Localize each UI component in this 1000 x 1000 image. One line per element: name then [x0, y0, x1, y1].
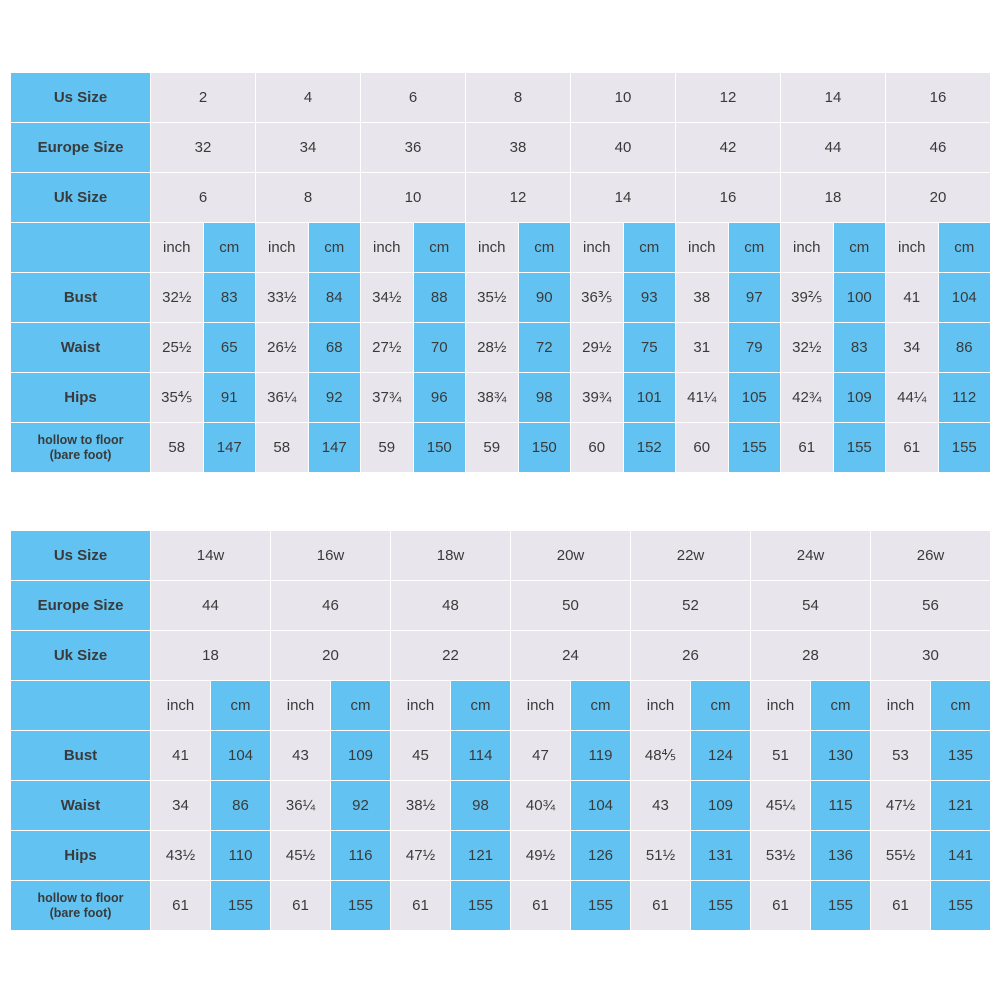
measure-inch: 35½ — [466, 273, 519, 323]
row-label: Europe Size — [11, 581, 151, 631]
size-value: 20w — [511, 531, 631, 581]
measure-inch: 53½ — [751, 831, 811, 881]
size-value: 22w — [631, 531, 751, 581]
table-row — [11, 781, 991, 831]
unit-cm: cm — [571, 681, 631, 731]
measure-cm: 84 — [308, 273, 361, 323]
measure-inch: 47½ — [391, 831, 451, 881]
table-row — [11, 631, 991, 681]
measure-inch: 38 — [676, 273, 729, 323]
measure-inch: 43½ — [151, 831, 211, 881]
measure-cm: 100 — [833, 273, 886, 323]
size-value: 16w — [271, 531, 391, 581]
size-value: 6 — [361, 73, 466, 123]
table-row — [11, 273, 991, 323]
measure-cm: 155 — [931, 881, 991, 931]
measure-inch: 42¾ — [781, 373, 834, 423]
measure-inch: 33½ — [256, 273, 309, 323]
measure-inch: 61 — [151, 881, 211, 931]
measure-inch: 45 — [391, 731, 451, 781]
size-table-plus — [10, 530, 990, 931]
unit-cm: cm — [811, 681, 871, 731]
size-value: 16 — [676, 173, 781, 223]
measure-cm: 92 — [308, 373, 361, 423]
measure-inch: 53 — [871, 731, 931, 781]
size-value: 46 — [886, 123, 991, 173]
unit-inch: inch — [391, 681, 451, 731]
measure-inch: 34 — [151, 781, 211, 831]
measure-inch: 59 — [466, 423, 519, 473]
measure-cm: 121 — [931, 781, 991, 831]
measure-inch: 41¼ — [676, 373, 729, 423]
measure-cm: 126 — [571, 831, 631, 881]
measure-cm: 155 — [451, 881, 511, 931]
row-label: Waist — [11, 323, 151, 373]
measure-inch: 61 — [751, 881, 811, 931]
table-row — [11, 73, 991, 123]
size-value: 24w — [751, 531, 871, 581]
row-label: Europe Size — [11, 123, 151, 173]
measure-cm: 68 — [308, 323, 361, 373]
size-table — [10, 530, 991, 931]
size-value: 22 — [391, 631, 511, 681]
measure-cm: 116 — [331, 831, 391, 881]
measure-cm: 75 — [623, 323, 676, 373]
size-value: 18 — [781, 173, 886, 223]
size-value: 12 — [466, 173, 571, 223]
measure-cm: 104 — [571, 781, 631, 831]
measure-cm: 90 — [518, 273, 571, 323]
table-row — [11, 123, 991, 173]
size-value: 34 — [256, 123, 361, 173]
size-value: 18 — [151, 631, 271, 681]
row-label: Hips — [11, 373, 151, 423]
row-label: Bust — [11, 273, 151, 323]
measure-inch: 59 — [361, 423, 414, 473]
unit-inch: inch — [466, 223, 519, 273]
unit-inch: inch — [571, 223, 624, 273]
measure-cm: 155 — [691, 881, 751, 931]
measure-inch: 45¼ — [751, 781, 811, 831]
measure-inch: 51½ — [631, 831, 691, 881]
size-value: 48 — [391, 581, 511, 631]
measure-cm: 155 — [331, 881, 391, 931]
measure-cm: 65 — [203, 323, 256, 373]
measure-inch: 58 — [256, 423, 309, 473]
measure-cm: 131 — [691, 831, 751, 881]
unit-inch: inch — [271, 681, 331, 731]
measure-cm: 97 — [728, 273, 781, 323]
size-value: 56 — [871, 581, 991, 631]
size-value: 50 — [511, 581, 631, 631]
row-label: hollow to floor (bare foot) — [11, 881, 151, 931]
measure-cm: 150 — [413, 423, 466, 473]
measure-cm: 101 — [623, 373, 676, 423]
unit-cm: cm — [211, 681, 271, 731]
measure-cm: 130 — [811, 731, 871, 781]
size-value: 32 — [151, 123, 256, 173]
size-value: 44 — [781, 123, 886, 173]
table-row — [11, 731, 991, 781]
size-table — [10, 72, 991, 473]
measure-inch: 34 — [886, 323, 939, 373]
corner-cell — [11, 223, 151, 273]
measure-inch: 41 — [886, 273, 939, 323]
measure-cm: 93 — [623, 273, 676, 323]
size-value: 26w — [871, 531, 991, 581]
unit-inch: inch — [361, 223, 414, 273]
table-row — [11, 831, 991, 881]
row-label: Hips — [11, 831, 151, 881]
measure-cm: 83 — [203, 273, 256, 323]
measure-inch: 36¼ — [271, 781, 331, 831]
unit-inch: inch — [151, 681, 211, 731]
measure-inch: 38¾ — [466, 373, 519, 423]
unit-inch: inch — [151, 223, 204, 273]
measure-cm: 109 — [833, 373, 886, 423]
row-label: Uk Size — [11, 173, 151, 223]
measure-inch: 60 — [571, 423, 624, 473]
measure-inch: 61 — [781, 423, 834, 473]
measure-inch: 43 — [271, 731, 331, 781]
measure-inch: 31 — [676, 323, 729, 373]
measure-cm: 155 — [211, 881, 271, 931]
measure-inch: 28½ — [466, 323, 519, 373]
unit-cm: cm — [691, 681, 751, 731]
measure-cm: 155 — [811, 881, 871, 931]
size-value: 4 — [256, 73, 361, 123]
size-value: 10 — [361, 173, 466, 223]
table-row — [11, 323, 991, 373]
size-value: 8 — [466, 73, 571, 123]
measure-cm: 86 — [938, 323, 991, 373]
table-row — [11, 423, 991, 473]
size-value: 20 — [271, 631, 391, 681]
measure-cm: 147 — [203, 423, 256, 473]
size-value: 38 — [466, 123, 571, 173]
size-value: 28 — [751, 631, 871, 681]
measure-cm: 155 — [833, 423, 886, 473]
measure-cm: 119 — [571, 731, 631, 781]
measure-inch: 39¾ — [571, 373, 624, 423]
measure-inch: 32½ — [781, 323, 834, 373]
unit-cm: cm — [331, 681, 391, 731]
measure-inch: 41 — [151, 731, 211, 781]
measure-cm: 91 — [203, 373, 256, 423]
size-value: 42 — [676, 123, 781, 173]
measure-inch: 60 — [676, 423, 729, 473]
table-row — [11, 373, 991, 423]
measure-inch: 34½ — [361, 273, 414, 323]
table-row — [11, 531, 991, 581]
size-value: 14 — [781, 73, 886, 123]
row-label: hollow to floor (bare foot) — [11, 423, 151, 473]
table-row — [11, 881, 991, 931]
row-label: Us Size — [11, 531, 151, 581]
measure-inch: 38½ — [391, 781, 451, 831]
measure-cm: 115 — [811, 781, 871, 831]
measure-inch: 58 — [151, 423, 204, 473]
size-value: 24 — [511, 631, 631, 681]
measure-inch: 51 — [751, 731, 811, 781]
unit-inch: inch — [871, 681, 931, 731]
size-value: 8 — [256, 173, 361, 223]
measure-cm: 104 — [211, 731, 271, 781]
measure-cm: 147 — [308, 423, 361, 473]
unit-cm: cm — [931, 681, 991, 731]
measure-inch: 55½ — [871, 831, 931, 881]
measure-cm: 155 — [728, 423, 781, 473]
measure-inch: 61 — [511, 881, 571, 931]
measure-cm: 79 — [728, 323, 781, 373]
unit-cm: cm — [413, 223, 466, 273]
measure-inch: 27½ — [361, 323, 414, 373]
measure-inch: 61 — [271, 881, 331, 931]
measure-inch: 47 — [511, 731, 571, 781]
measure-inch: 44¼ — [886, 373, 939, 423]
unit-cm: cm — [833, 223, 886, 273]
table-row-units — [11, 223, 991, 273]
size-value: 46 — [271, 581, 391, 631]
size-value: 14 — [571, 173, 676, 223]
size-value: 52 — [631, 581, 751, 631]
size-value: 10 — [571, 73, 676, 123]
measure-inch: 61 — [886, 423, 939, 473]
measure-cm: 98 — [451, 781, 511, 831]
unit-inch: inch — [676, 223, 729, 273]
measure-cm: 109 — [331, 731, 391, 781]
size-value: 44 — [151, 581, 271, 631]
unit-cm: cm — [308, 223, 361, 273]
unit-inch: inch — [256, 223, 309, 273]
measure-inch: 35⅘ — [151, 373, 204, 423]
size-value: 40 — [571, 123, 676, 173]
unit-inch: inch — [631, 681, 691, 731]
measure-cm: 136 — [811, 831, 871, 881]
measure-cm: 152 — [623, 423, 676, 473]
measure-cm: 121 — [451, 831, 511, 881]
measure-cm: 114 — [451, 731, 511, 781]
size-value: 14w — [151, 531, 271, 581]
unit-cm: cm — [938, 223, 991, 273]
measure-inch: 29½ — [571, 323, 624, 373]
size-value: 20 — [886, 173, 991, 223]
unit-cm: cm — [518, 223, 571, 273]
row-label: Us Size — [11, 73, 151, 123]
measure-cm: 86 — [211, 781, 271, 831]
size-value: 2 — [151, 73, 256, 123]
measure-cm: 112 — [938, 373, 991, 423]
measure-cm: 135 — [931, 731, 991, 781]
unit-inch: inch — [886, 223, 939, 273]
measure-inch: 61 — [631, 881, 691, 931]
measure-cm: 155 — [571, 881, 631, 931]
table-row — [11, 173, 991, 223]
row-label: Bust — [11, 731, 151, 781]
measure-inch: 36⅗ — [571, 273, 624, 323]
measure-inch: 49½ — [511, 831, 571, 881]
unit-cm: cm — [203, 223, 256, 273]
unit-inch: inch — [511, 681, 571, 731]
measure-cm: 92 — [331, 781, 391, 831]
corner-cell — [11, 681, 151, 731]
unit-inch: inch — [751, 681, 811, 731]
measure-inch: 47½ — [871, 781, 931, 831]
measure-inch: 32½ — [151, 273, 204, 323]
measure-cm: 88 — [413, 273, 466, 323]
measure-cm: 70 — [413, 323, 466, 373]
unit-cm: cm — [451, 681, 511, 731]
measure-cm: 155 — [938, 423, 991, 473]
measure-inch: 40¾ — [511, 781, 571, 831]
size-value: 54 — [751, 581, 871, 631]
measure-inch: 39⅖ — [781, 273, 834, 323]
size-value: 30 — [871, 631, 991, 681]
size-value: 36 — [361, 123, 466, 173]
measure-cm: 150 — [518, 423, 571, 473]
measure-cm: 109 — [691, 781, 751, 831]
row-label: Waist — [11, 781, 151, 831]
table-row-units — [11, 681, 991, 731]
measure-cm: 141 — [931, 831, 991, 881]
measure-cm: 104 — [938, 273, 991, 323]
table-row — [11, 581, 991, 631]
measure-cm: 98 — [518, 373, 571, 423]
size-value: 18w — [391, 531, 511, 581]
measure-inch: 48⅘ — [631, 731, 691, 781]
measure-cm: 124 — [691, 731, 751, 781]
unit-inch: inch — [781, 223, 834, 273]
measure-inch: 26½ — [256, 323, 309, 373]
measure-cm: 110 — [211, 831, 271, 881]
size-value: 16 — [886, 73, 991, 123]
measure-inch: 43 — [631, 781, 691, 831]
unit-cm: cm — [728, 223, 781, 273]
unit-cm: cm — [623, 223, 676, 273]
size-value: 6 — [151, 173, 256, 223]
measure-cm: 72 — [518, 323, 571, 373]
measure-inch: 37¾ — [361, 373, 414, 423]
size-table-standard — [10, 72, 990, 473]
row-label: Uk Size — [11, 631, 151, 681]
measure-cm: 96 — [413, 373, 466, 423]
measure-inch: 25½ — [151, 323, 204, 373]
measure-inch: 61 — [391, 881, 451, 931]
measure-inch: 61 — [871, 881, 931, 931]
size-value: 26 — [631, 631, 751, 681]
measure-inch: 45½ — [271, 831, 331, 881]
measure-cm: 83 — [833, 323, 886, 373]
measure-cm: 105 — [728, 373, 781, 423]
measure-inch: 36¼ — [256, 373, 309, 423]
size-value: 12 — [676, 73, 781, 123]
